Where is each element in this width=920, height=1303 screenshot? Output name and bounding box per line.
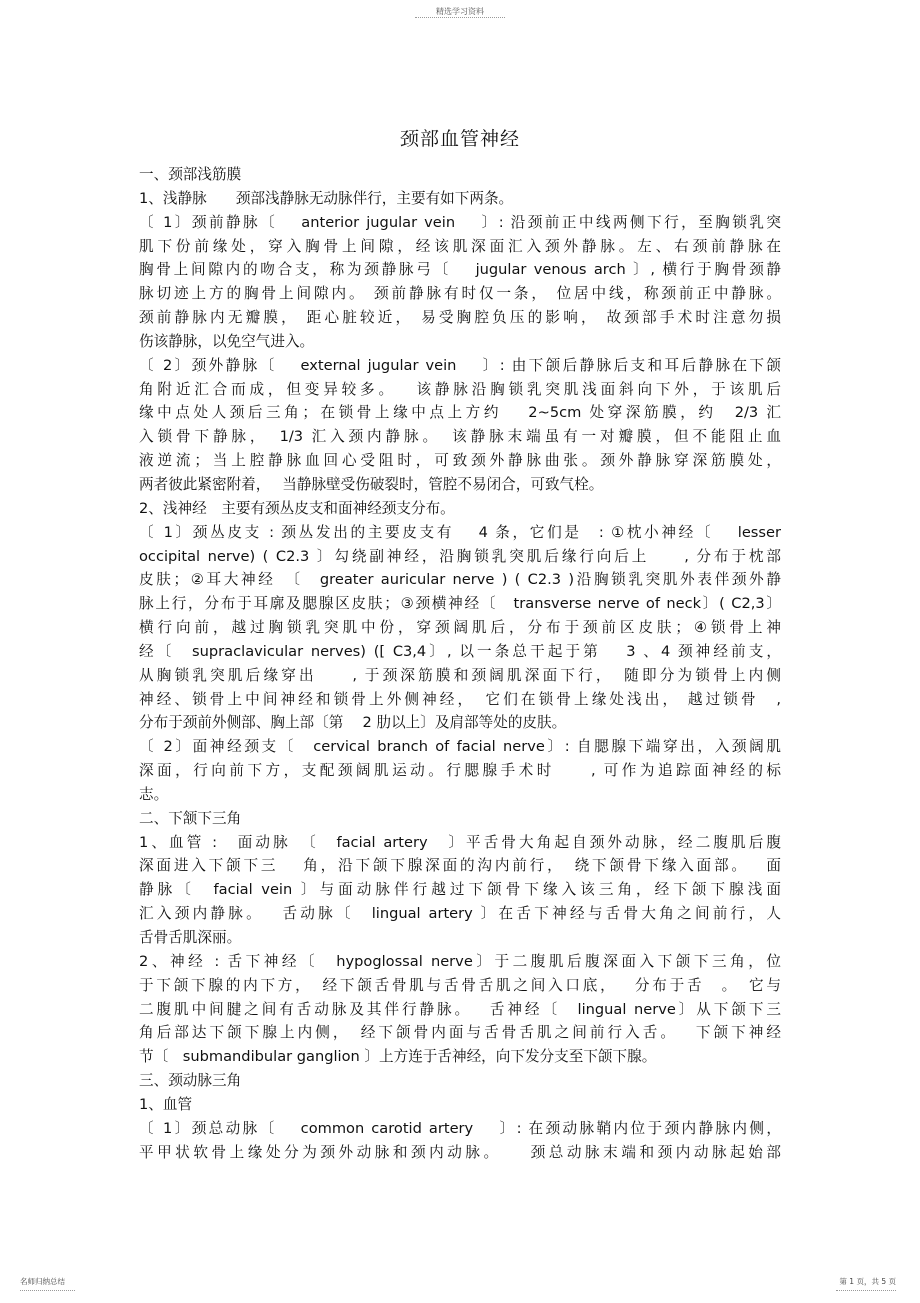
document-body — [139, 163, 781, 1164]
text-line: 颈前静脉内无瓣膜， 距心脏较近， 易受胸腔负压的影响， 故颈部手术时注意勿损 — [139, 309, 781, 327]
text-line: 横行向前，越过胸锁乳突肌中份，穿颈阔肌后，分布于颈前区皮肤；④锁骨上神 — [139, 619, 781, 637]
text-line: 液逆流；当上腔静脉血回心受阻时，可致颈外静脉曲张。颈外静脉穿深筋膜处， — [139, 452, 781, 470]
text-line: 两者彼此紧密附着， 当静脉壁受伤破裂时，管腔不易闭合，可致气栓。 — [139, 475, 604, 493]
text-line: 2、神经 : 舌下神经〔 hypoglossal nerve〕于二腹肌后腹深面入下颌下三角，位 — [139, 952, 781, 970]
text-line: 静脉〔 facial vein 〕与面动脉伴行越过下颌骨下缘入该三角，经下颌下腺浅面 — [139, 881, 781, 899]
page-title: 颈部血管神经 — [399, 128, 520, 150]
text-line: 分布于颈前外侧部、胸上部〔第 2 肋以上〕及肩部等处的皮肤。 — [139, 714, 567, 732]
text-line: 三、颈动脉三角 — [139, 1072, 242, 1090]
text-line: 深面，行向前下方，支配颈阔肌运动。行腮腺手术时 , 可作为追踪面神经的标 — [139, 762, 781, 780]
footer-right-divider — [836, 1290, 896, 1291]
text-line: 入锁骨下静脉， 1/3 汇入颈内静脉。 该静脉末端虽有一对瓣膜，但不能阻止血 — [139, 428, 781, 446]
text-line: 脉上行，分布于耳廓及腮腺区皮肤；③颈横神经〔 transverse nerve of neck〕( C2,3〕 — [139, 595, 781, 613]
text-line: occipital nerve) ( C2.3 〕勾绕副神经，沿胸锁乳突肌后缘行向后上 , 分布于枕部 — [139, 547, 781, 565]
text-line: 〔 2〕面神经颈支〔 cervical branch of facial nerve〕: 自腮腺下端穿出，入颈阔肌 — [139, 738, 781, 756]
text-line: 节〔 submandibular ganglion 〕上方连于舌神经，向下发分支至下颌下腺。 — [139, 1048, 657, 1066]
text-line: 角后部达下颌下腺上内侧， 经下颌骨内面与舌骨舌肌之间前行入舌。 下颌下神经 — [139, 1024, 781, 1042]
text-line: 神经、锁骨上中间神经和锁骨上外侧神经， 它们在锁骨上缘处浅出， 越过锁骨 , — [139, 690, 781, 708]
text-line: 皮肤；②耳大神经 〔 greater auricular nerve ) ( C2.3 )沿胸锁乳突肌外表伴颈外静 — [139, 571, 781, 589]
text-line: 1、血管 : 面动脉 〔 facial artery 〕平舌骨大角起自颈外动脉，经二腹肌后腹 — [139, 833, 781, 851]
text-line: 深面进入下颌下三 角，沿下颌下腺深面的沟内前行， 绕下颌骨下缘入面部。 面 — [139, 857, 781, 875]
header-note: 精选学习资料 — [436, 7, 484, 16]
text-line: 志。 — [139, 785, 169, 803]
text-line: 肌下份前缘处，穿入胸骨上间隙，经该肌深面汇入颈外静脉。左、右颈前静脉在 — [139, 237, 781, 255]
text-line: 于下颌下腺的内下方， 经下颌舌骨肌与舌骨舌肌之间入口底， 分布于舌 。 它与 — [139, 976, 781, 994]
text-line: 一、颈部浅筋膜 — [139, 166, 242, 183]
text-line: 〔 1〕颈前静脉〔 anterior jugular vein 〕: 沿颈前正中线两侧下行，至胸锁乳突 — [139, 213, 781, 231]
text-line: 二腹肌中间腱之间有舌动脉及其伴行静脉。 舌神经〔 lingual nerve〕从下颌下三 — [139, 1000, 781, 1018]
text-line: 汇入颈内静脉。 舌动脉〔 lingual artery 〕在舌下神经与舌骨大角之间前行，人 — [139, 905, 781, 923]
text-line: 经〔 supraclavicular nerves) ([ C3,4〕, 以一条总干起于第 3 、4 颈神经前支， — [139, 642, 781, 660]
text-line: 缘中点处人颈后三角；在锁骨上缘中点上方约 2~5cm 处穿深筋膜，约 2/3 汇 — [139, 404, 781, 422]
text-line: 伤该静脉，以免空气进入。 — [139, 332, 315, 350]
text-line: 胸骨上间隙内的吻合支，称为颈静脉弓〔 jugular venous arch 〕, 横行于胸骨颈静 — [139, 261, 781, 279]
page-number: 第 1 页，共 5 页 — [839, 1277, 896, 1286]
text-line: 舌骨舌肌深丽。 — [139, 929, 242, 946]
text-line: 2、浅神经 主要有颈丛皮支和面神经颈支分布。 — [139, 499, 455, 517]
text-line: 二、下颔下三角 — [139, 809, 242, 827]
footer-left-note: 名师归纳总结 — [20, 1277, 65, 1286]
text-line: 平甲状软骨上缘处分为颈外动脉和颈内动脉。 颈总动脉末端和颈内动脉起始部 — [139, 1143, 781, 1161]
footer-left-divider — [20, 1290, 75, 1291]
text-line: 〔 1〕颈丛皮支 : 颈丛发出的主要皮支有 4 条，它们是 : ①枕小神经〔 lesser — [139, 523, 781, 541]
text-line: 1、血管 — [139, 1095, 193, 1113]
text-line: 角附近汇合而成，但变异较多。 该静脉沿胸锁乳突肌浅面斜向下外，于该肌后 — [139, 380, 781, 398]
text-line: 〔 2〕颈外静脉〔 external jugular vein 〕: 由下颌后静脉后支和耳后静脉在下颌 — [139, 356, 781, 374]
header-divider — [415, 17, 505, 18]
text-line: 脉切迹上方的胸骨上间隙内。 颈前静脉有时仅一条， 位居中线，称颈前正中静脉。 — [139, 285, 781, 303]
text-line: 〔 1〕颈总动脉〔 common carotid artery 〕: 在颈动脉鞘内位于颈内静脉内侧， — [139, 1119, 781, 1137]
text-line: 1、浅静脉 颈部浅静脉无动脉伴行，主要有如下两条。 — [139, 189, 514, 207]
text-line: 从胸锁乳突肌后缘穿出 , 于颈深筋膜和颈阔肌深面下行， 随即分为锁骨上内侧 — [139, 666, 781, 684]
